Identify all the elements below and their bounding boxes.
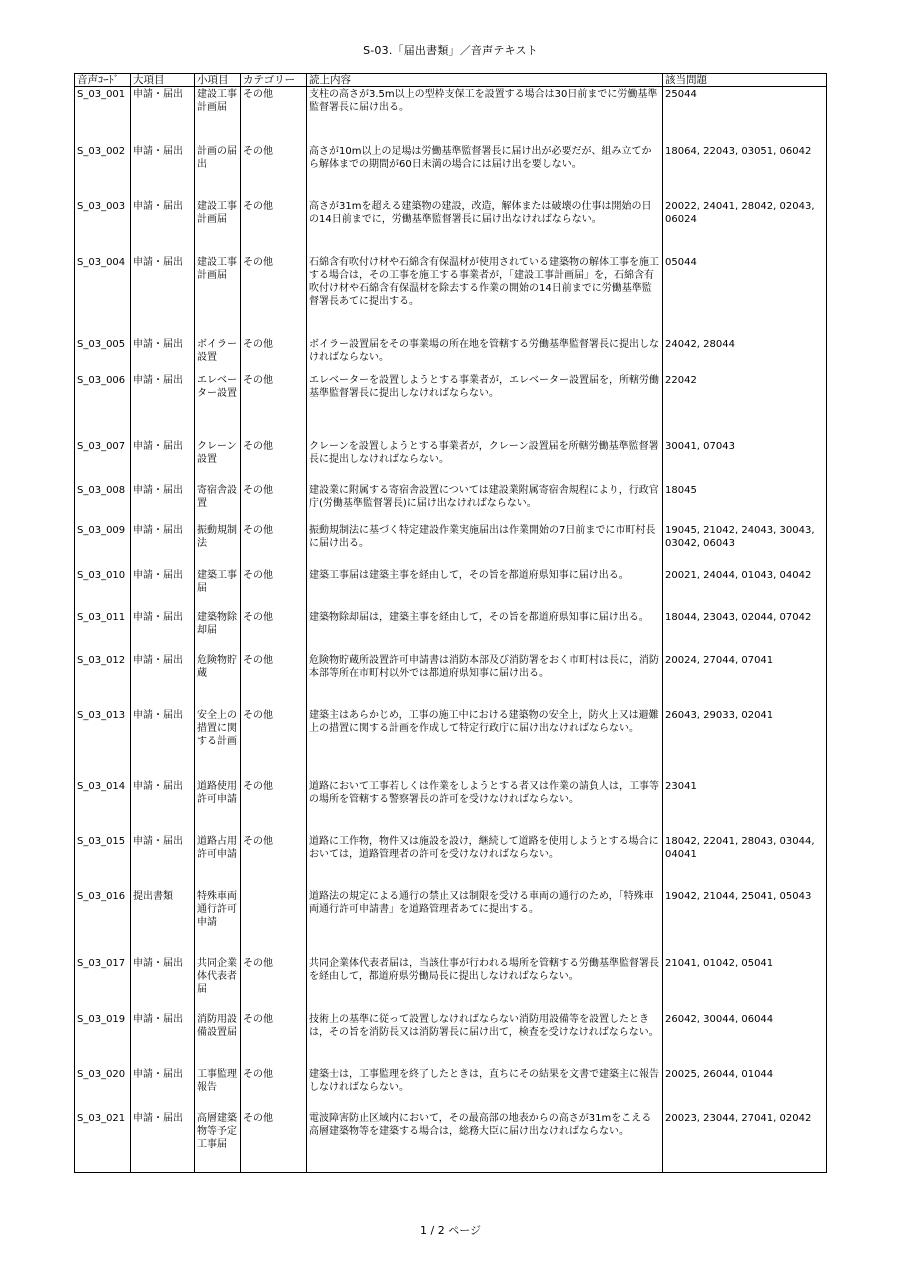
table-row	[75, 1067, 827, 1111]
table-header-row	[75, 74, 827, 87]
cell-category: その他	[241, 373, 307, 439]
cell-audio-code: S_03_006	[75, 373, 131, 439]
cell-related-questions: 18044, 23043, 02044, 07042	[663, 610, 827, 653]
cell-category: その他	[241, 568, 307, 610]
cell-major-item: 申請・届出	[131, 568, 195, 610]
cell-category: その他	[241, 87, 307, 144]
cell-related-questions: 25044	[663, 87, 827, 144]
cell-major-item: 申請・届出	[131, 956, 195, 1012]
cell-major-item: 申請・届出	[131, 834, 195, 889]
cell-reading-content: エレベーターを設置しようとする事業者が，エレベーター設置届を，所轄労働基準監督署長に提出しなければならない。	[307, 373, 663, 439]
cell-major-item: 申請・届出	[131, 87, 195, 144]
cell-minor-item: 危険物貯蔵	[195, 653, 241, 708]
table-row	[75, 889, 827, 956]
cell-major-item: 申請・届出	[131, 1111, 195, 1173]
cell-related-questions: 20025, 26044, 01044	[663, 1067, 827, 1111]
cell-reading-content: 技術上の基準に従って設置しなければならない消防用設備等を設置したときは，その旨を消防長又は消防署長に届け出て，検査を受けなければならない。	[307, 1012, 663, 1067]
cell-category: その他	[241, 1067, 307, 1111]
table-row	[75, 568, 827, 610]
cell-category: その他	[241, 779, 307, 834]
cell-related-questions: 20022, 24041, 28042, 02043, 06024	[663, 199, 827, 255]
cell-audio-code: S_03_004	[75, 255, 131, 337]
cell-reading-content: 道路において工事若しくは作業をしようとする者又は作業の請負人は，工事等の場所を管轄する警察署長の許可を受けなければならない。	[307, 779, 663, 834]
cell-major-item: 申請・届出	[131, 708, 195, 779]
cell-audio-code: S_03_001	[75, 87, 131, 144]
cell-major-item: 申請・届出	[131, 199, 195, 255]
cell-major-item: 申請・届出	[131, 653, 195, 708]
cell-audio-code: S_03_012	[75, 653, 131, 708]
cell-minor-item: 道路使用許可申請	[195, 779, 241, 834]
cell-category: その他	[241, 1012, 307, 1067]
cell-category: その他	[241, 144, 307, 199]
cell-reading-content: 支柱の高さが3.5m以上の型枠支保工を設置する場合は30日前までに労働基準監督署長に届け出る。	[307, 87, 663, 144]
table-row	[75, 956, 827, 1012]
cell-minor-item: 高層建築物等予定工事届	[195, 1111, 241, 1173]
cell-minor-item: 安全上の措置に関する計画	[195, 708, 241, 779]
cell-reading-content: 高さが31mを超える建築物の建設，改造，解体または破壊の仕事は開始の日の14日前までに，労働基準監督署長に届け出なければならない。	[307, 199, 663, 255]
cell-audio-code: S_03_005	[75, 337, 131, 373]
table-row	[75, 483, 827, 523]
cell-reading-content: ボイラー設置届をその事業場の所在地を管轄する労働基準監督署長に提出しなければならない。	[307, 337, 663, 373]
cell-audio-code: S_03_019	[75, 1012, 131, 1067]
cell-minor-item: 建築物除却届	[195, 610, 241, 653]
table-row	[75, 523, 827, 568]
table-row	[75, 255, 827, 337]
cell-minor-item: 共同企業体代表者届	[195, 956, 241, 1012]
cell-audio-code: S_03_008	[75, 483, 131, 523]
cell-audio-code: S_03_017	[75, 956, 131, 1012]
cell-category: その他	[241, 708, 307, 779]
cell-reading-content: 建築主はあらかじめ，工事の施工中における建築物の安全上，防火上又は避難上の措置に関する計画を作成して特定行政庁に届け出なければならない。	[307, 708, 663, 779]
cell-reading-content: 道路に工作物，物件又は施設を設け，継続して道路を使用しようとする場合においては，道路管理者の許可を受けなければならない。	[307, 834, 663, 889]
cell-reading-content: 建築工事届は建築主事を経由して，その旨を都道府県知事に届け出る。	[307, 568, 663, 610]
cell-category: その他	[241, 439, 307, 483]
cell-minor-item: 建築工事届	[195, 568, 241, 610]
header-minor-item: 小項目	[195, 74, 241, 87]
cell-major-item: 申請・届出	[131, 439, 195, 483]
table-row	[75, 610, 827, 653]
cell-reading-content: 高さが10m以上の足場は労働基準監督署長に届け出が必要だが、組み立てから解体までの期間が60日未満の場合には届け出を要しない。	[307, 144, 663, 199]
cell-category: その他	[241, 337, 307, 373]
cell-reading-content: 建築物除却届は，建築主事を経由して，その旨を都道府県知事に届け出る。	[307, 610, 663, 653]
cell-major-item: 申請・届出	[131, 255, 195, 337]
cell-minor-item: 振動規制法	[195, 523, 241, 568]
cell-related-questions: 05044	[663, 255, 827, 337]
cell-minor-item: 建設工事計画届	[195, 255, 241, 337]
cell-audio-code: S_03_002	[75, 144, 131, 199]
cell-minor-item: 特殊車両通行許可申請	[195, 889, 241, 956]
cell-category: その他	[241, 834, 307, 889]
page-title: S-03.「届出書類」／音声テキスト	[363, 44, 538, 57]
cell-minor-item: 建設工事計画届	[195, 199, 241, 255]
table-row	[75, 373, 827, 439]
cell-reading-content: 共同企業体代表者届は，当該仕事が行われる場所を管轄する労働基準監督署長を経由して，都道府県労働局長に提出しなければならない。	[307, 956, 663, 1012]
table-row	[75, 779, 827, 834]
cell-major-item: 申請・届出	[131, 1012, 195, 1067]
cell-audio-code: S_03_021	[75, 1111, 131, 1173]
audio-text-table	[74, 73, 827, 1173]
cell-minor-item: 寄宿舎設置	[195, 483, 241, 523]
cell-audio-code: S_03_003	[75, 199, 131, 255]
cell-related-questions: 24042, 28044	[663, 337, 827, 373]
cell-reading-content: 危険物貯蔵所設置許可申請書は消防本部及び消防署をおく市町村は長に，消防本部等所在市町村以外では都道府県知事に届け出る。	[307, 653, 663, 708]
cell-major-item: 申請・届出	[131, 337, 195, 373]
cell-major-item: 申請・届出	[131, 483, 195, 523]
cell-reading-content: 振動規制法に基づく特定建設作業実施届出は作業開始の7日前までに市町村長に届け出る。	[307, 523, 663, 568]
cell-audio-code: S_03_020	[75, 1067, 131, 1111]
cell-related-questions: 22042	[663, 373, 827, 439]
cell-related-questions: 26043, 29033, 02041	[663, 708, 827, 779]
cell-major-item: 申請・届出	[131, 144, 195, 199]
cell-reading-content: クレーンを設置しようとする事業者が，クレーン設置届を所轄労働基準監督署長に提出しなければならない。	[307, 439, 663, 483]
table-row	[75, 87, 827, 144]
cell-category	[241, 889, 307, 956]
header-category: カテゴリー	[241, 74, 307, 87]
cell-related-questions: 18064, 22043, 03051, 06042	[663, 144, 827, 199]
cell-related-questions: 20021, 24044, 01043, 04042	[663, 568, 827, 610]
table-row	[75, 834, 827, 889]
cell-minor-item: クレーン設置	[195, 439, 241, 483]
table-row	[75, 708, 827, 779]
cell-reading-content: 建築士は，工事監理を終了したときは，直ちにその結果を文書で建築主に報告しなければならない。	[307, 1067, 663, 1111]
cell-related-questions: 20023, 23044, 27041, 02042	[663, 1111, 827, 1173]
cell-related-questions: 30041, 07043	[663, 439, 827, 483]
cell-audio-code: S_03_007	[75, 439, 131, 483]
table-row	[75, 653, 827, 708]
cell-category: その他	[241, 610, 307, 653]
cell-category: その他	[241, 255, 307, 337]
header-audio-code: 音声ｺｰﾄﾞ	[75, 74, 131, 87]
cell-minor-item: 工事監理報告	[195, 1067, 241, 1111]
cell-audio-code: S_03_016	[75, 889, 131, 956]
cell-minor-item: 建設工事計画届	[195, 87, 241, 144]
cell-related-questions: 21041, 01042, 05041	[663, 956, 827, 1012]
cell-related-questions: 18042, 22041, 28043, 03044, 04041	[663, 834, 827, 889]
cell-category: その他	[241, 523, 307, 568]
cell-major-item: 申請・届出	[131, 373, 195, 439]
table-body	[75, 87, 827, 1173]
table-row	[75, 1111, 827, 1173]
cell-minor-item: 道路占用許可申請	[195, 834, 241, 889]
cell-category: その他	[241, 1111, 307, 1173]
header-related-questions: 該当問題	[663, 74, 827, 87]
cell-reading-content: 建設業に附属する寄宿舎設置については建設業附属寄宿舎規程により，行政官庁(労働基準監督署長)に届け出なければならない。	[307, 483, 663, 523]
page-number: 1 / 2 ページ	[420, 1224, 481, 1237]
cell-related-questions: 19045, 21042, 24043, 30043, 03042, 06043	[663, 523, 827, 568]
cell-related-questions: 19042, 21044, 25041, 05043	[663, 889, 827, 956]
cell-related-questions: 18045	[663, 483, 827, 523]
cell-audio-code: S_03_013	[75, 708, 131, 779]
cell-related-questions: 26042, 30044, 06044	[663, 1012, 827, 1067]
header-major-item: 大項目	[131, 74, 195, 87]
cell-category: その他	[241, 483, 307, 523]
cell-category: その他	[241, 653, 307, 708]
cell-major-item: 申請・届出	[131, 1067, 195, 1111]
table-row	[75, 439, 827, 483]
cell-reading-content: 電波障害防止区域内において，その最高部の地表からの高さが31mをこえる高層建築物等を建築する場合は，総務大臣に届け出なければならない。	[307, 1111, 663, 1173]
cell-related-questions: 23041	[663, 779, 827, 834]
cell-minor-item: 消防用設備設置届	[195, 1012, 241, 1067]
cell-category: その他	[241, 199, 307, 255]
header-reading-content: 読上内容	[307, 74, 663, 87]
cell-audio-code: S_03_014	[75, 779, 131, 834]
cell-minor-item: エレベーター設置	[195, 373, 241, 439]
cell-category: その他	[241, 956, 307, 1012]
cell-major-item: 申請・届出	[131, 610, 195, 653]
cell-minor-item: ボイラー設置	[195, 337, 241, 373]
cell-reading-content: 石綿含有吹付け材や石綿含有保温材が使用されている建築物の解体工事を施工する場合は，その工事を施工する事業者が，「建設工事計画届」を，石綿含有吹付け材や石綿含有保温材を除去する作業の開始の14日前までに労働基準監督署長あてに提出する。	[307, 255, 663, 337]
cell-audio-code: S_03_009	[75, 523, 131, 568]
cell-major-item: 提出書類	[131, 889, 195, 956]
table-row	[75, 144, 827, 199]
table-row	[75, 1012, 827, 1067]
cell-audio-code: S_03_010	[75, 568, 131, 610]
cell-minor-item: 計画の届出	[195, 144, 241, 199]
cell-audio-code: S_03_015	[75, 834, 131, 889]
cell-audio-code: S_03_011	[75, 610, 131, 653]
cell-major-item: 申請・届出	[131, 779, 195, 834]
table-row	[75, 199, 827, 255]
table-row	[75, 337, 827, 373]
cell-related-questions: 20024, 27044, 07041	[663, 653, 827, 708]
cell-reading-content: 道路法の規定による通行の禁止又は制限を受ける車両の通行のため，「特殊車両通行許可申請書」を道路管理者あてに提出する。	[307, 889, 663, 956]
cell-major-item: 申請・届出	[131, 523, 195, 568]
